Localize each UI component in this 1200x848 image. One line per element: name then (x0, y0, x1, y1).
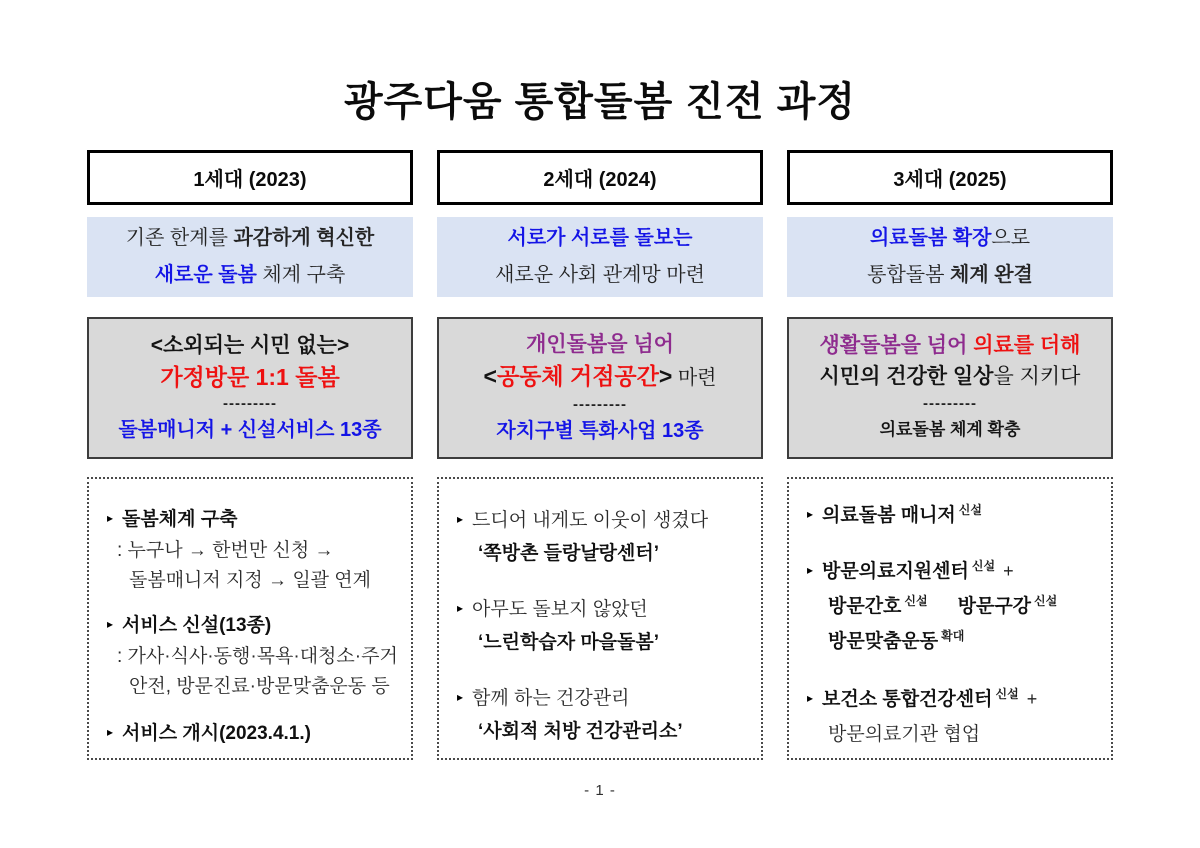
bullet-triangle-icon: ▸ (807, 691, 814, 705)
superscript-tag: 신설 (971, 559, 996, 573)
highlight-keyword-red: 공동체 거점공간 (496, 363, 659, 389)
detail-sub-line: : 가사·식사·동행·목욕·대청소·주거 (117, 646, 398, 667)
summary-line (155, 257, 346, 294)
detail-item (107, 493, 401, 596)
summary-line: 새로운 사회 관계망 마련 (495, 264, 705, 286)
highlight-heading-purple: 개인돌봄을 넘어 (526, 333, 674, 356)
detail-sub-line: 안전, 방문진료·방문맞춤운동 등 (129, 676, 390, 697)
summary-text-blue: 새로운 돌봄 (154, 264, 257, 286)
summary-text: 통합돌봄 (867, 264, 950, 286)
summary-line (126, 220, 375, 257)
superscript-tag: 신설 (904, 594, 928, 608)
summary-text-bold: 체계 완결 (950, 264, 1033, 286)
detail-name-line: ‘느린학습자 마을돌봄’ (478, 632, 660, 653)
bullet-triangle-icon: ▸ (457, 512, 464, 526)
detail-sub-line: 방문의료기관 협업 (828, 724, 981, 745)
generation-1-details-box (87, 477, 413, 760)
detail-item (457, 683, 751, 748)
superscript-tag: 신설 (1034, 594, 1058, 608)
angle-bracket: > (658, 363, 673, 389)
angle-bracket: < (483, 363, 497, 389)
detail-item (807, 499, 1101, 534)
detail-text: 아무도 돌보지 않았던 (472, 599, 648, 620)
detail-line (457, 505, 751, 538)
summary-text: 체계 구축 (256, 264, 346, 286)
generation-2-highlight-box (437, 317, 763, 459)
highlight-text-bold: 시민의 건강한 일상 (819, 365, 994, 388)
detail-line (807, 625, 1101, 660)
detail-text: 함께 하는 건강관리 (472, 688, 630, 709)
detail-item (457, 594, 751, 659)
generation-3-highlight-box (787, 317, 1113, 459)
detail-title: 방문의료지원센터 (822, 561, 969, 582)
detail-title-line (107, 505, 401, 536)
detail-text: 드디어 내게도 이웃이 생겼다 (472, 510, 709, 531)
highlight-text-red: 의료를 더해 (973, 334, 1081, 357)
highlight-text: 을 지키다 (993, 365, 1081, 388)
superscript-tag: 신설 (995, 687, 1019, 701)
summary-line (867, 257, 1033, 294)
generation-columns (87, 150, 1113, 760)
detail-title: 서비스 신설(13종) (122, 615, 272, 636)
bullet-triangle-icon: ▸ (807, 507, 814, 521)
generation-1-highlight-box (87, 317, 413, 459)
summary-text-bold: 과감하게 혁신한 (233, 227, 375, 249)
highlight-heading (820, 331, 1081, 361)
detail-title: 방문구강 (957, 596, 1032, 617)
summary-text-blue: 의료돌봄 확장 (869, 227, 992, 249)
plus-sign: + (1003, 561, 1014, 581)
highlight-footer: 의료돌봄 체계 확충 (879, 420, 1021, 439)
summary-line-blue: 서로가 서로를 돌보는 (507, 227, 693, 249)
column-generation-3 (787, 150, 1113, 760)
detail-name-line: ‘쪽방촌 들랑날랑센터’ (478, 543, 660, 564)
bullet-triangle-icon: ▸ (107, 511, 114, 525)
detail-line (807, 590, 1101, 625)
detail-line (807, 683, 1101, 718)
detail-item (807, 683, 1101, 751)
summary-text: 기존 한계를 (125, 227, 234, 249)
bullet-triangle-icon: ▸ (807, 563, 814, 577)
bullet-triangle-icon: ▸ (457, 601, 464, 615)
highlight-keyline (820, 361, 1081, 393)
column-generation-2 (437, 150, 763, 760)
highlight-text-purple: 생활돌봄을 넘어 (819, 334, 974, 357)
generation-2-header (437, 150, 763, 205)
detail-title: 방문맞춤운동 (828, 631, 939, 652)
highlight-suffix: 마련 (672, 367, 717, 389)
highlight-keyline (484, 360, 717, 394)
detail-title: 방문간호 (828, 596, 902, 617)
dash-divider: --------- (573, 396, 627, 413)
generation-3-details-box (787, 477, 1113, 760)
bullet-triangle-icon: ▸ (107, 617, 114, 631)
detail-title: 돌봄체계 구축 (122, 509, 238, 530)
dash-divider: --------- (223, 395, 277, 412)
generation-3-header (787, 150, 1113, 205)
detail-line (807, 555, 1101, 590)
superscript-tag: 확대 (941, 629, 965, 643)
generation-1-header (87, 150, 413, 205)
bullet-triangle-icon: ▸ (107, 725, 114, 739)
generation-1-header-label: 1세대 (2023) (193, 169, 307, 191)
column-generation-1 (87, 150, 413, 760)
detail-sub-line: : 누구나 → 한번만 신청 → (117, 540, 334, 561)
generation-2-details-box (437, 477, 763, 760)
page-title: 광주다움 통합돌봄 진전 과정 (343, 80, 857, 124)
generation-3-summary-box (787, 217, 1113, 297)
detail-sub-line: 돌봄매니저 지정 → 일괄 연계 (129, 570, 372, 591)
detail-line (807, 499, 1101, 534)
detail-item (457, 505, 751, 570)
highlight-footer-blue: 돌봄매니저 + 신설서비스 13종 (118, 419, 382, 441)
summary-text: 으로 (991, 227, 1031, 249)
detail-line (457, 683, 751, 716)
detail-title-line (107, 611, 401, 642)
page-number: - 1 - (584, 782, 616, 799)
detail-title: 보건소 통합건강센터 (822, 689, 993, 710)
summary-line (870, 220, 1030, 257)
detail-item (807, 555, 1101, 660)
highlight-footer-blue: 자치구별 특화사업 13종 (496, 420, 704, 442)
detail-name-line: ‘사회적 처방 건강관리소’ (478, 721, 683, 742)
plus-sign: + (1026, 689, 1038, 709)
superscript-tag: 신설 (958, 503, 982, 517)
generation-2-header-label: 2세대 (2024) (543, 169, 657, 191)
detail-item (107, 719, 401, 750)
generation-3-header-label: 3세대 (2025) (893, 169, 1007, 191)
highlight-keyline-red: 가정방문 1:1 돌봄 (160, 364, 340, 390)
detail-item (107, 611, 401, 702)
bullet-triangle-icon: ▸ (457, 690, 464, 704)
generation-2-summary-box (437, 217, 763, 297)
generation-1-summary-box (87, 217, 413, 297)
dash-divider: --------- (923, 395, 977, 412)
detail-line (457, 594, 751, 627)
highlight-heading: <소외되는 시민 없는> (150, 334, 350, 357)
detail-title: 의료돌봄 매니저 (822, 505, 956, 526)
detail-title: 서비스 개시(2023.4.1.) (122, 723, 311, 744)
detail-title-line (107, 719, 401, 750)
